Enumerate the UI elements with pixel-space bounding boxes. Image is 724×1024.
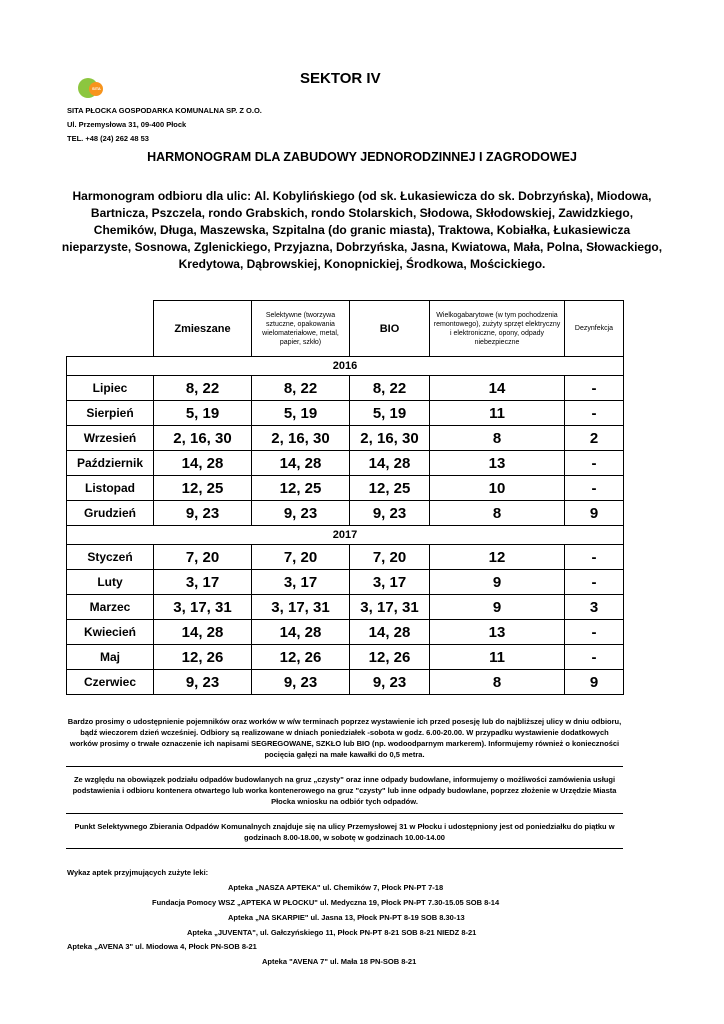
mixed-cell: 12, 25 [154, 476, 252, 501]
selective-cell: 12, 25 [252, 476, 350, 501]
month-cell: Luty [67, 570, 154, 595]
company-address: Ul. Przemysłowa 31, 09-400 Płock [67, 120, 187, 129]
mixed-cell: 8, 22 [154, 376, 252, 401]
pharmacy-item: Apteka „AVENA 3" ul. Miodowa 4, Płock PN-SOB 8-21 [67, 942, 257, 951]
selective-cell: 8, 22 [252, 376, 350, 401]
bulky-cell: 9 [430, 570, 565, 595]
pharmacy-item: Fundacja Pomocy WSZ „APTEKA W PŁOCKU" ul. Medyczna 19, Płock PN-PT 7.30-15.05 SOB 8-14 [152, 898, 500, 907]
selective-cell: 12, 26 [252, 645, 350, 670]
divider [66, 848, 623, 849]
main-title: HARMONOGRAM DLA ZABUDOWY JEDNORODZINNEJ I ZAGRODOWEJ [147, 150, 577, 164]
bulky-cell: 11 [430, 401, 565, 426]
month-cell: Grudzień [67, 501, 154, 526]
month-cell: Maj [67, 645, 154, 670]
month-cell: Czerwiec [67, 670, 154, 695]
selective-cell: 9, 23 [252, 670, 350, 695]
table-row [67, 595, 624, 620]
bio-cell: 14, 28 [350, 620, 430, 645]
construction-note: Ze względu na obowiązek podziału odpadów budowlanych na gruz „czysty" oraz inne odpady budowlane, informujemy o możliwości zamówienia usługi podstawienia i odbioru kontenera otwartego lub worka kontenerowego na gruz "czysty" lub inne odpady budowlane, poprzez złożenie w Urzędzie Miasta Płocka wniosku na odbiór tych odpadów. [72, 775, 617, 806]
bio-cell: 5, 19 [350, 401, 430, 426]
month-cell: Październik [67, 451, 154, 476]
bulky-cell: 11 [430, 645, 565, 670]
year-row-2017 [67, 526, 624, 545]
disinfection-cell: 3 [565, 595, 624, 620]
company-info [67, 104, 262, 146]
month-cell: Sierpień [67, 401, 154, 426]
disinfection-cell: - [565, 645, 624, 670]
disinfection-cell: - [565, 545, 624, 570]
month-cell: Marzec [67, 595, 154, 620]
mixed-cell: 14, 28 [154, 620, 252, 645]
header-mixed: Zmieszane [154, 301, 252, 357]
table-row [67, 645, 624, 670]
year-label: 2017 [67, 526, 624, 545]
bulky-cell: 9 [430, 595, 565, 620]
mixed-cell: 14, 28 [154, 451, 252, 476]
mixed-cell: 2, 16, 30 [154, 426, 252, 451]
bio-cell: 7, 20 [350, 545, 430, 570]
table-row [67, 620, 624, 645]
bulky-cell: 12 [430, 545, 565, 570]
table-row [67, 501, 624, 526]
divider [66, 766, 623, 767]
selective-cell: 3, 17, 31 [252, 595, 350, 620]
header-disinfection: Dezynfekcja [565, 301, 624, 357]
company-name: SITA PŁOCKA GOSPODARKA KOMUNALNA SP. Z O.O. [67, 106, 262, 115]
month-cell: Listopad [67, 476, 154, 501]
disinfection-cell: - [565, 570, 624, 595]
collection-note: Bardzo prosimy o udostępnienie pojemników oraz worków w w/w terminach poprzez wystawienie ich przed posesję lub do najbliższej ulicy w dniu odbioru, bądź wieczorem dzień wcześniej. Odbiory są realizowane w dniach poniedziałek -sobota w godz. 6.00-20.00. W przypadku wystawienie dodatkowych worków prosimy o trwałe oznaczenie ich napisami SEGREGOWANE, SZKŁO lub BIO (np. wodoodparnym markerem). Informujemy również o konieczności pocięcia gałęzi na małe kawałki do 0,5 metra. [67, 717, 622, 759]
mixed-cell: 9, 23 [154, 501, 252, 526]
pharmacy-item: Apteka „NA SKARPIE" ul. Jasna 13, Płock PN-PT 8-19 SOB 8.30-13 [228, 913, 465, 922]
bio-cell: 3, 17 [350, 570, 430, 595]
bulky-cell: 13 [430, 620, 565, 645]
year-label: 2016 [67, 357, 624, 376]
selective-cell: 7, 20 [252, 545, 350, 570]
month-cell: Wrzesień [67, 426, 154, 451]
selective-cell: 2, 16, 30 [252, 426, 350, 451]
selective-cell: 14, 28 [252, 451, 350, 476]
bulky-cell: 8 [430, 501, 565, 526]
month-cell: Styczeń [67, 545, 154, 570]
table-row [67, 376, 624, 401]
bulky-cell: 14 [430, 376, 565, 401]
schedule-table [66, 300, 624, 695]
selective-cell: 9, 23 [252, 501, 350, 526]
header-selective: Selektywne (tworzywa sztuczne, opakowania wielomateriałowe, metal, papier, szkło) [252, 301, 350, 357]
selective-cell: 5, 19 [252, 401, 350, 426]
month-cell: Lipiec [67, 376, 154, 401]
selective-cell: 3, 17 [252, 570, 350, 595]
pharmacy-item: Apteka "AVENA 7" ul. Mała 18 PN-SOB 8-21 [262, 957, 417, 966]
table-row [67, 476, 624, 501]
mixed-cell: 9, 23 [154, 670, 252, 695]
disinfection-cell: 2 [565, 426, 624, 451]
header-bio: BIO [350, 301, 430, 357]
table-row [67, 670, 624, 695]
disinfection-cell: - [565, 620, 624, 645]
mixed-cell: 12, 26 [154, 645, 252, 670]
sector-title: SEKTOR IV [300, 70, 381, 87]
mixed-cell: 7, 20 [154, 545, 252, 570]
bio-cell: 12, 26 [350, 645, 430, 670]
table-row [67, 545, 624, 570]
mixed-cell: 5, 19 [154, 401, 252, 426]
bio-cell: 9, 23 [350, 501, 430, 526]
table-row [67, 451, 624, 476]
table-row [67, 426, 624, 451]
disinfection-cell: - [565, 451, 624, 476]
bio-cell: 12, 25 [350, 476, 430, 501]
bio-cell: 8, 22 [350, 376, 430, 401]
mixed-cell: 3, 17 [154, 570, 252, 595]
pharmacy-item: Apteka „NASZA APTEKA" ul. Chemików 7, Płock PN-PT 7-18 [228, 883, 444, 892]
divider [66, 813, 623, 814]
year-row-2016 [67, 357, 624, 376]
bio-cell: 3, 17, 31 [350, 595, 430, 620]
disinfection-cell: - [565, 376, 624, 401]
disinfection-cell: 9 [565, 670, 624, 695]
logo-word: SITA [92, 86, 101, 91]
month-cell: Kwiecień [67, 620, 154, 645]
bulky-cell: 8 [430, 670, 565, 695]
bulky-cell: 8 [430, 426, 565, 451]
disinfection-cell: 9 [565, 501, 624, 526]
bio-cell: 2, 16, 30 [350, 426, 430, 451]
selective-cell: 14, 28 [252, 620, 350, 645]
table-header-row [67, 301, 624, 357]
bulky-cell: 10 [430, 476, 565, 501]
company-logo [74, 76, 104, 98]
bio-cell: 9, 23 [350, 670, 430, 695]
bio-cell: 14, 28 [350, 451, 430, 476]
header-empty-cell [67, 301, 154, 357]
streets-list: Harmonogram odbioru dla ulic: Al. Kobylińskiego (od sk. Łukasiewicza do sk. Dobrzyńska), Miodowa, Bartnicza, Pszczela, rondo Grabskich, rondo Stolarskich, Słodowa, Skłodowskiej, Zawidzkiego, Chemików, Długa, Maszewska, Szpitalna (do granic miasta), Traktowa, Kobiałka, Łukasiewicza nieparzyste, Sosnowa, Zglenickiego, Przyjazna, Dobrzyńska, Jasna, Kwiatowa, Mała, Polna, Słowackiego, Kredytowa, Dąbrowskiej, Konopnickiej, Środkowa, Mościckiego. [61, 189, 663, 271]
disinfection-cell: - [565, 401, 624, 426]
disinfection-cell: - [565, 476, 624, 501]
bulky-cell: 13 [430, 451, 565, 476]
pszok-note: Punkt Selektywnego Zbierania Odpadów Komunalnych znajduje się na ulicy Przemysłowej 31 w Płocku i udostępniony jest od poniedziałku do piątku w godzinach 8.00-18.00, w sobotę w godzinach 10.00-14.00 [74, 822, 615, 842]
table-row [67, 401, 624, 426]
company-phone: TEL. +48 (24) 262 48 53 [67, 134, 149, 143]
pharmacies-title: Wykaz aptek przyjmujących zużyte leki: [67, 868, 209, 877]
mixed-cell: 3, 17, 31 [154, 595, 252, 620]
pharmacy-item: Apteka „JUVENTA", ul. Gałczyńskiego 11, Płock PN-PT 8-21 SOB 8-21 NIEDZ 8-21 [187, 928, 477, 937]
header-bulky: Wielkogabarytowe (w tym pochodzenia remontowego), zużyty sprzęt elektryczny i elektroniczne, opony, odpady niebezpieczne [430, 301, 565, 357]
table-row [67, 570, 624, 595]
